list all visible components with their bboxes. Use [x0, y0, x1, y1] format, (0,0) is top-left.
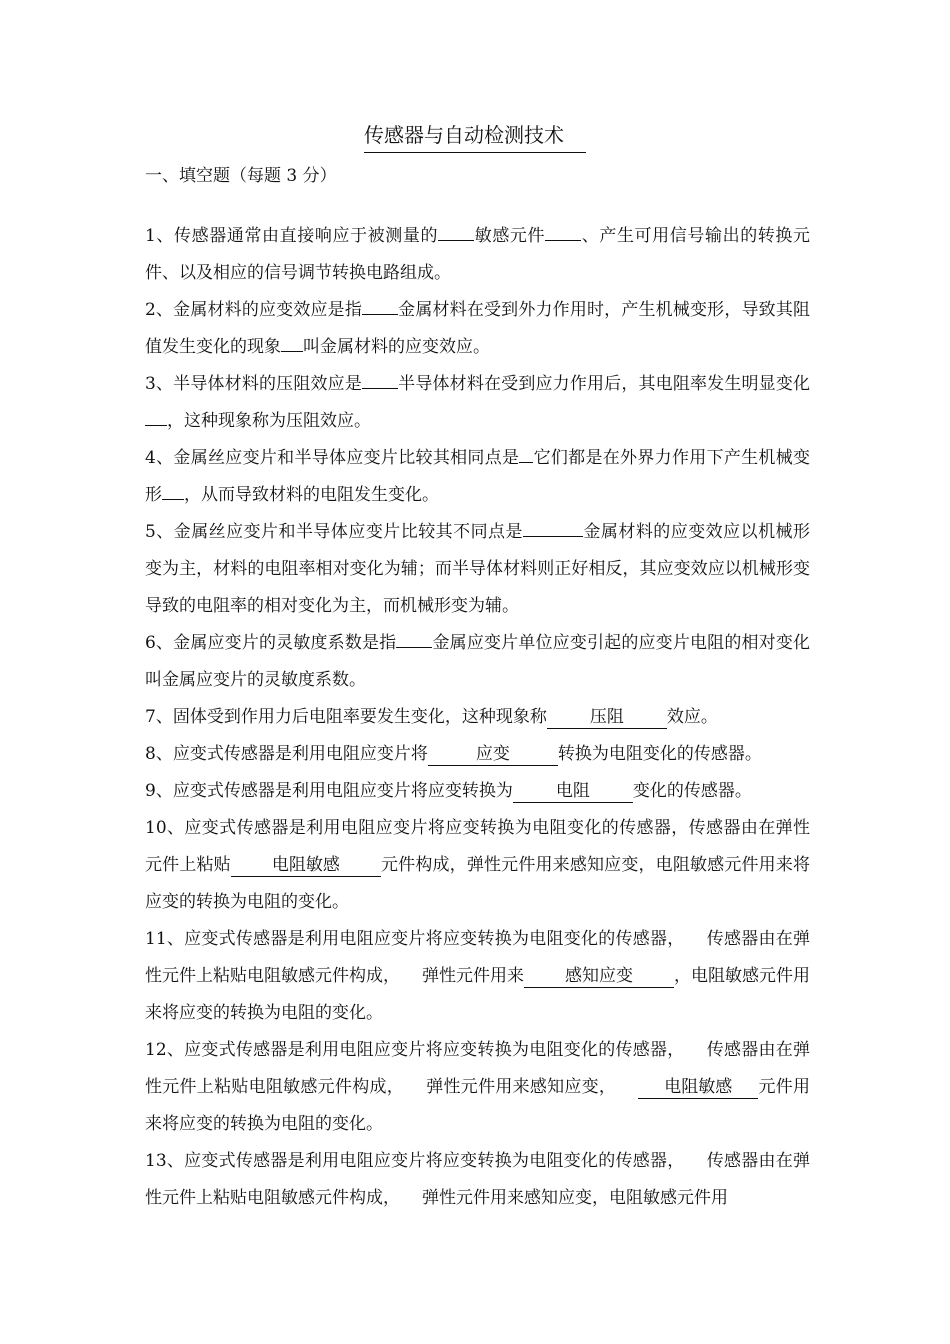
- question-12: 12、应变式传感器是利用电阻应变片将应变转换为电阻变化的传感器， 传感器由在弹性元件上粘贴电阻敏感元件构成， 弹性元件用来感知应变， 电阻敏感 元件用来将应变的转换为电阻的变化。: [145, 1040, 811, 1134]
- answer-blank[interactable]: [438, 240, 474, 241]
- answer-blank[interactable]: [396, 647, 432, 648]
- answer-blank[interactable]: [523, 536, 583, 537]
- answer-blank[interactable]: [281, 351, 303, 352]
- answer-text: 应变: [475, 744, 510, 764]
- answer-text: 感知应变: [565, 966, 633, 986]
- question-11: 11、应变式传感器是利用电阻应变片将应变转换为电阻变化的传感器， 传感器由在弹性元件上粘贴电阻敏感元件构成， 弹性元件用来 感知应变 ，电阻敏感元件用来将应变的转换为电阻的变化。: [145, 929, 811, 1023]
- answer-blank[interactable]: [162, 499, 184, 500]
- question-list: [145, 218, 810, 1217]
- question-10: 10、应变式传感器是利用电阻应变片将应变转换为电阻变化的传感器，传感器由在弹性元件上粘贴 电阻敏感 元件构成，弹性元件用来感知应变，电阻敏感元件用来将应变的转换为电阻的变化。: [145, 818, 811, 912]
- question-9: 9、应变式传感器是利用电阻应变片将应变转换为 电阻 变化的传感器。: [145, 781, 752, 801]
- question-6: 6、金属应变片的灵敏度系数是指 金属应变片单位应变引起的应变片电阻的相对变化叫金属应变片的灵敏度系数。: [145, 633, 810, 690]
- answer-blank[interactable]: [519, 462, 533, 463]
- answer-text: 压阻: [589, 707, 624, 727]
- document-title: 传感器与自动检测技术: [0, 120, 950, 153]
- answer-blank[interactable]: [513, 780, 633, 803]
- answer-blank[interactable]: [547, 706, 667, 729]
- answer-text: 敏感元件: [474, 226, 546, 246]
- answer-blank[interactable]: [638, 1076, 758, 1099]
- question-1: 1、传感器通常由直接响应于被测量的 敏感元件 、产生可用信号输出的转换元件、以及相应的信号调节转换电路组成。: [145, 226, 811, 283]
- answer-blank[interactable]: [428, 743, 558, 766]
- answer-blank[interactable]: [362, 314, 398, 315]
- question-7: 7、固体受到作用力后电阻率要发生变化，这种现象称 压阻 效应。: [145, 707, 718, 727]
- question-4: 4、金属丝应变片和半导体应变片比较其相同点是 它们都是在外界力作用下产生机械变形 ，从而导致材料的电阻发生变化。: [145, 448, 811, 505]
- question-5: 5、金属丝应变片和半导体应变片比较其不同点是 金属材料的应变效应以机械形变为主，材料的电阻率相对变化为辅；而半导体材料则正好相反，其应变效应以机械形变导致的电阻率的相对变化为主，而机械形变为辅。: [145, 522, 810, 616]
- answer-blank[interactable]: [145, 425, 167, 426]
- question-3: 3、半导体材料的压阻效应是 半导体材料在受到应力作用后，其电阻率发生明显变化，这种现象称为压阻效应。: [145, 374, 810, 431]
- answer-blank[interactable]: [524, 965, 674, 988]
- question-2: 2、金属材料的应变效应是指 金属材料在受到外力作用时，产生机械变形，导致其阻值发生变化的现象 叫金属材料的应变效应。: [145, 300, 810, 357]
- answer-text: 电阻敏感: [271, 855, 340, 875]
- section-heading: 一、填空题（每题 3 分）: [145, 166, 337, 186]
- answer-blank[interactable]: [545, 240, 581, 241]
- answer-text: 电阻敏感: [664, 1077, 733, 1097]
- answer-blank[interactable]: [231, 854, 381, 877]
- answer-text: 电阻: [555, 781, 590, 801]
- question-8: 8、应变式传感器是利用电阻应变片将 应变 转换为电阻变化的传感器。: [145, 744, 762, 764]
- answer-blank[interactable]: [362, 388, 398, 389]
- question-13: 13、应变式传感器是利用电阻应变片将应变转换为电阻变化的传感器， 传感器由在弹性元件上粘贴电阻敏感元件构成， 弹性元件用来感知应变，电阻敏感元件用: [145, 1151, 811, 1208]
